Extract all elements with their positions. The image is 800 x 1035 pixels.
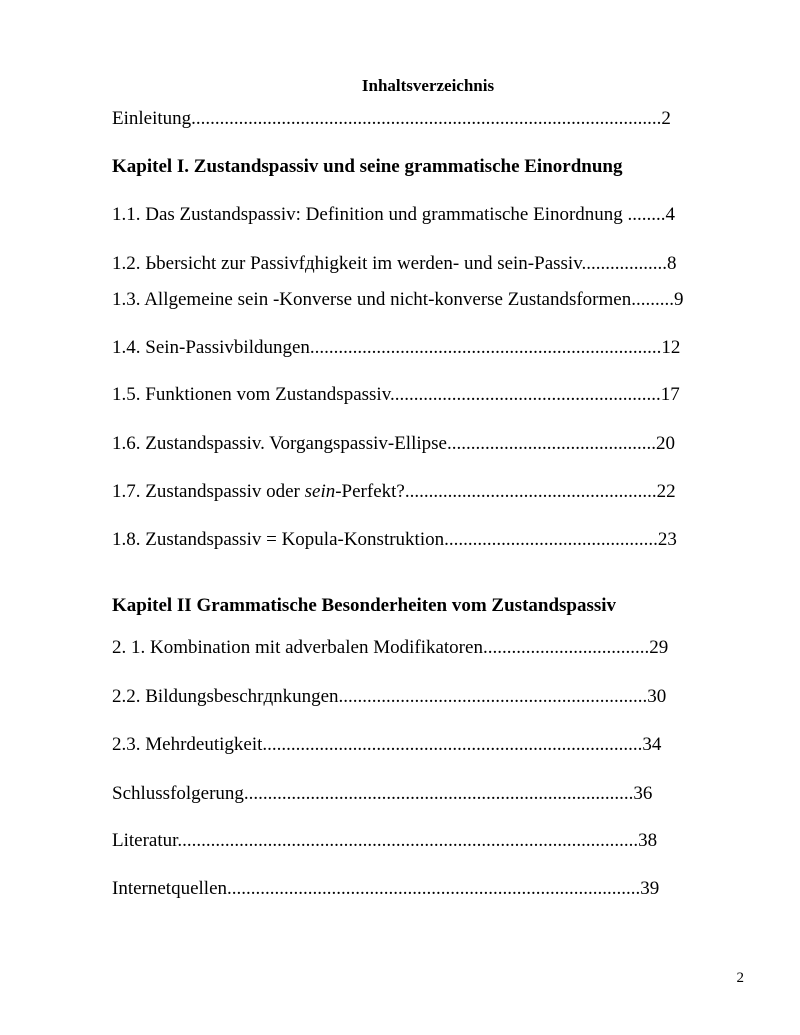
toc-entry-1-1: 1.1. Das Zustandspassiv: Definition und grammatische Einordnung ........4 bbox=[112, 204, 676, 225]
toc-entry-1-2: 1.2. Ьbersicht zur Passivfдhigkeit im werden- und sein-Passiv..................8 bbox=[112, 253, 677, 274]
page-number: 2 bbox=[736, 970, 744, 986]
toc-entry-1-7-suffix: -Perfekt?.....................................................22 bbox=[335, 481, 676, 502]
toc-entry-internetquellen: Internetquellen.......................................................................................39 bbox=[112, 878, 660, 899]
toc-entry-1-6: 1.6. Zustandspassiv. Vorgangspassiv-Ellipse............................................20 bbox=[112, 433, 675, 454]
chapter-1-heading: Kapitel I. Zustandspassiv und seine grammatische Einordnung bbox=[112, 156, 623, 177]
toc-entry-1-7-prefix: 1.7. Zustandspassiv oder bbox=[112, 481, 305, 502]
toc-entry-2-3: 2.3. Mehrdeutigkeit................................................................................34 bbox=[112, 734, 662, 755]
toc-entry-1-7 bbox=[112, 481, 676, 503]
toc-entry-1-8: 1.8. Zustandspassiv = Kopula-Konstruktion.............................................23 bbox=[112, 529, 677, 550]
toc-entry-1-4: 1.4. Sein-Passivbildungen..........................................................................12 bbox=[112, 337, 681, 358]
chapter-2-heading: Kapitel II Grammatische Besonderheiten vom Zustandspassiv bbox=[112, 595, 617, 616]
toc-entry-2-1: 2. 1. Kombination mit adverbalen Modifikatoren...................................29 bbox=[112, 637, 669, 658]
toc-title: Inhaltsverzeichnis bbox=[361, 76, 495, 95]
toc-entry-2-2: 2.2. Bildungsbeschrдnkungen.................................................................30 bbox=[112, 686, 667, 707]
toc-entry-1-7-emphasis: sein bbox=[304, 481, 336, 502]
toc-entry-einleitung: Einleitung...................................................................................................2 bbox=[112, 108, 671, 129]
toc-entry-1-5: 1.5. Funktionen vom Zustandspassiv.........................................................17 bbox=[112, 384, 680, 405]
toc-entry-schlussfolgerung: Schlussfolgerung..................................................................................36 bbox=[112, 783, 653, 804]
toc-entry-1-3: 1.3. Allgemeine sein -Konverse und nicht-konverse Zustandsformen.........9 bbox=[112, 289, 684, 310]
toc-entry-literatur: Literatur.................................................................................................38 bbox=[112, 830, 658, 851]
